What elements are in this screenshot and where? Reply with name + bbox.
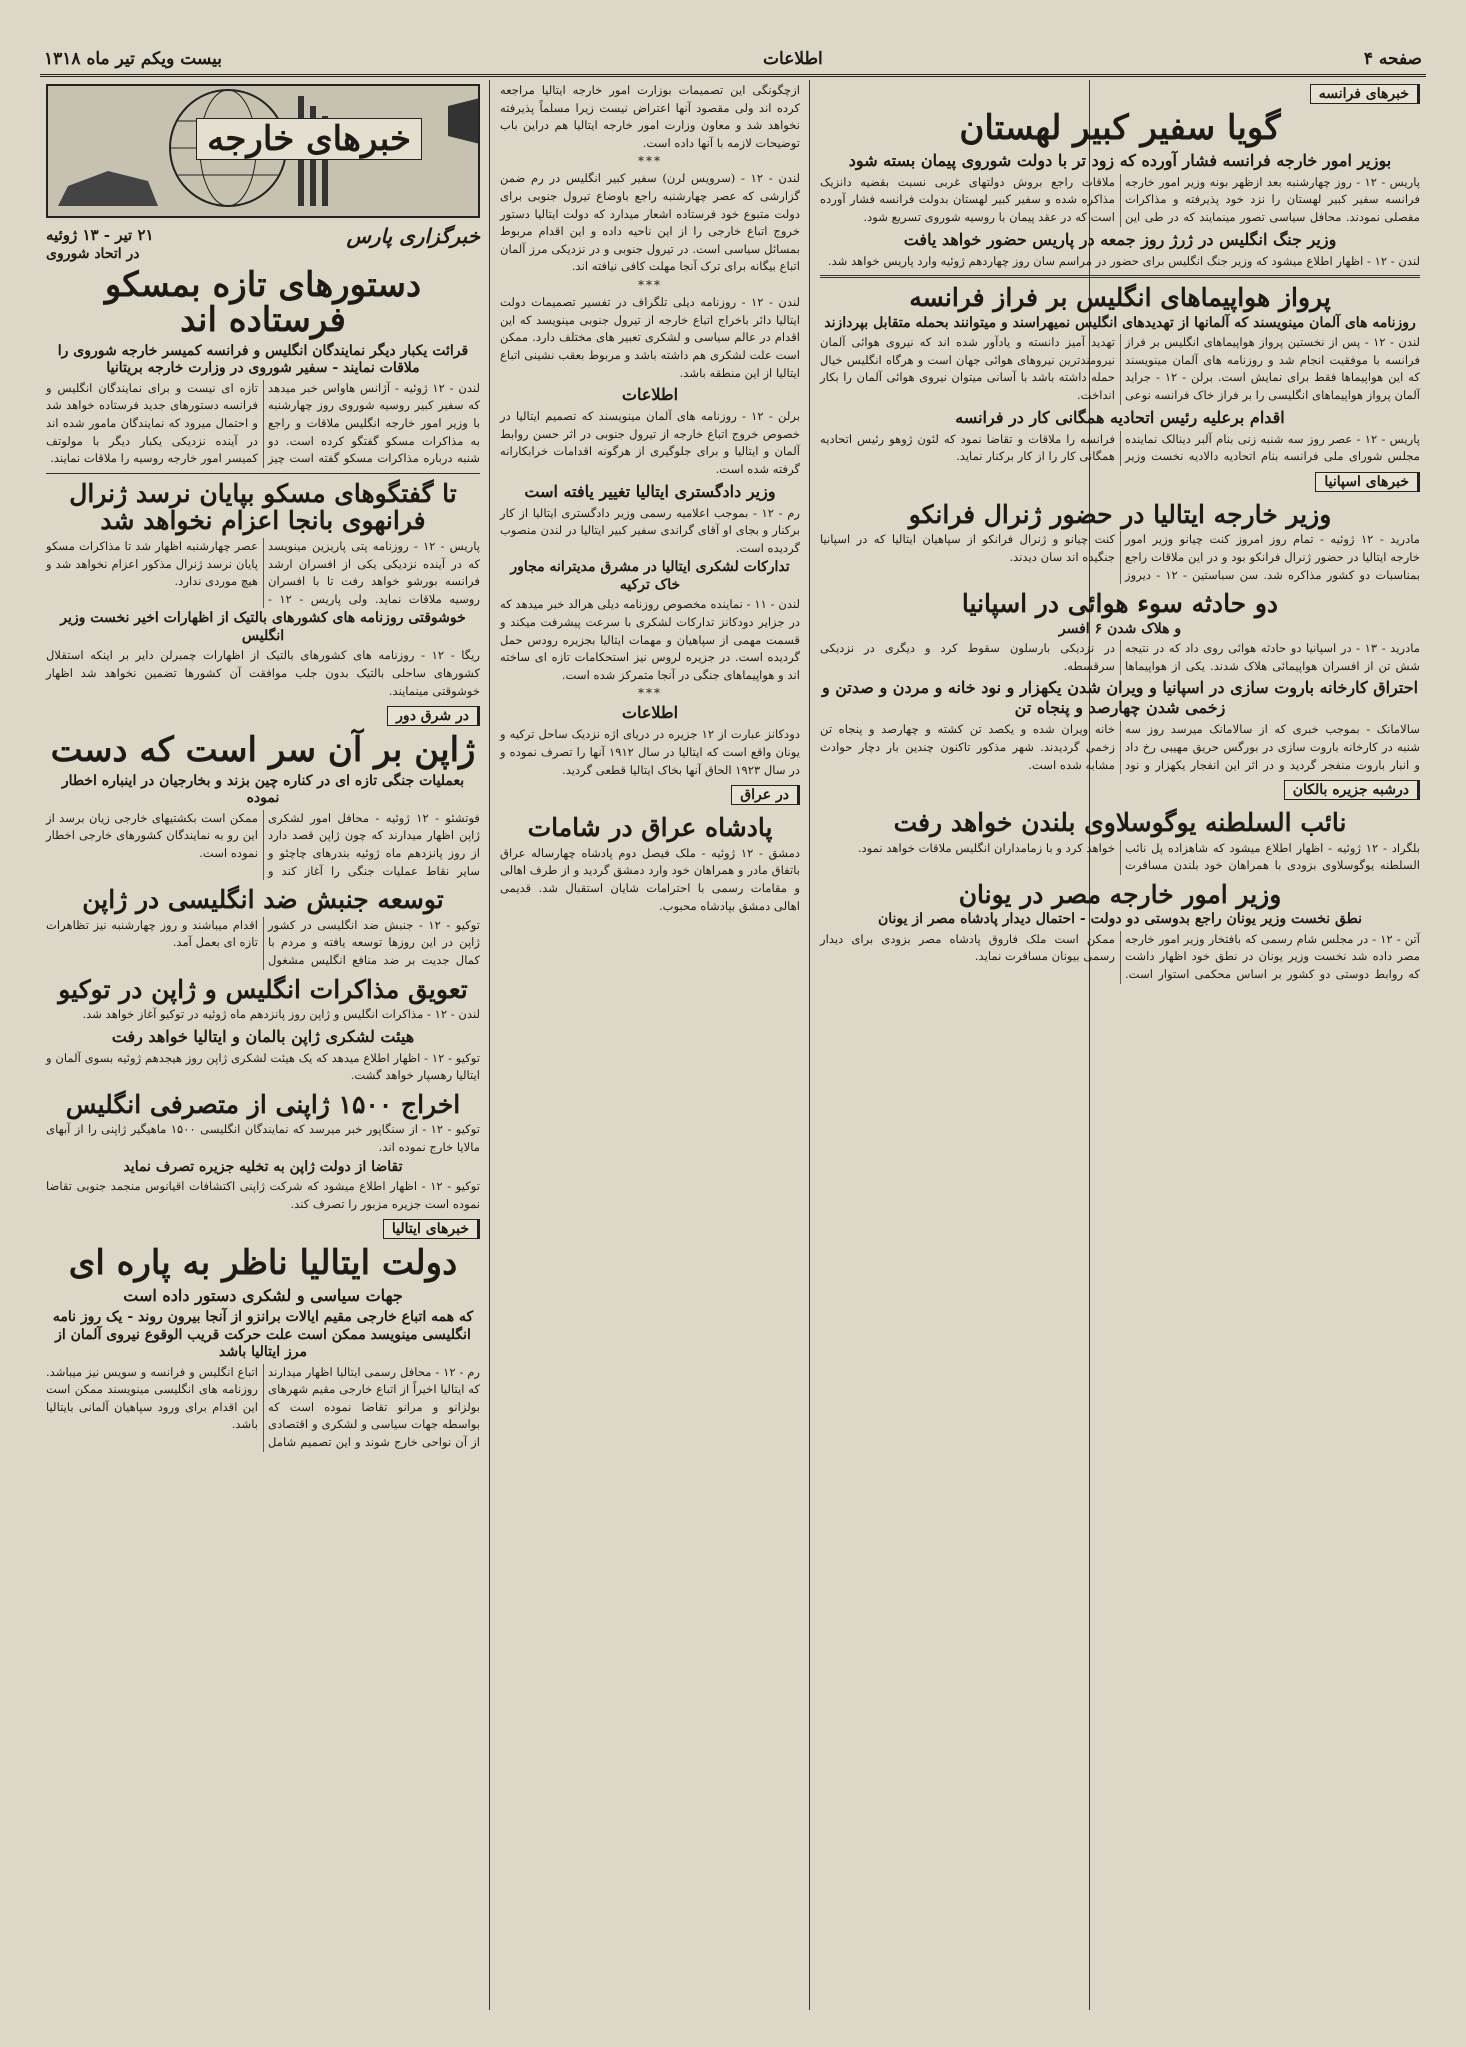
section-label: در شرق دور — [387, 706, 480, 726]
headline-moscow: دستورهای تازه بمسکو فرستاده اند — [104, 264, 422, 341]
article-tyrol: لندن - ۱۲ - (سرویس لرن) سفیر کبیر انگلیس در رم ضمن گزارشی که عصر چهارشنبه راجع باوضاع تیرول جنوبی برای دولت متبوع خود فرستاده اشعار میدارد که دولت ایتالیا دستور خروج اتباع خارجی را از این ناحیه داده و این اقدام مربوط بمسائل سیاسی است. در تیرول جنوبی و در نزدیکی مرز آلمان اتباع بیگانه برای ترک آنجا مهلت کافی نیافته اند. — [500, 171, 801, 274]
subhead-accident: و هلاک شدن ۶ افسر — [1058, 620, 1182, 637]
headline-accident: دو حادثه سوء هوائی در اسپانیا — [961, 589, 1279, 619]
article-antibritish: توکیو - ۱۲ - جنبش ضد انگلیسی در کشور ژاپن در این روزها توسعه یافته و مردم با کمال جدیت بر ضد منافع انگلیس مشغول اقدام میباشند و روز چهارشنبه نیز تظاهرات تازه ای بعمل آمد. — [46, 917, 480, 968]
article-poland: پاریس - ۱۲ - روز چهارشنبه بعد ازظهر بونه وزیر امور خارجه فرانسه سفیر کبیر لهستان را نزد خود پذیرفته و مذاکرات مفصلی نمودند. محافل سیاسی تصور مینمایند که در طی این ملاقات راجع بروش دولتهای غربی نسبت بقضیه دانزیک مذاکره شده و سفیر کبیر لهستان بدولت فرانسه فشار آورده است که در عقد پیمان با روسیه شوروی تسریع شود. — [820, 174, 1420, 224]
article-regent: بلگراد - ۱۲ ژوئیه - اظهار اطلاع میشود که شاهزاده پل نائب السلطنه یوگوسلاوی بزودی با همراهان خود بلندن مسافرت خواهد کرد و با زمامداران انگلیس ملاقات خواهد نمود. — [857, 840, 1420, 873]
separator: *** — [638, 278, 662, 293]
section-label: خبرهای فرانسه — [1310, 84, 1420, 104]
article-flight: لندن - ۱۲ - پس از نخستین پرواز هواپیماهای انگلیس بر فراز فرانسه با موفقیت انجام شد و روزنامه های آلمان مینویسند که این هواپیماها فقط برای نمایش است. برلن - ۱۲ - جراید آلمان پرواز هواپیماهای انگلیسی را بر فراز خاک فرانسه نوعی تهدید آمیز دانسته و یادآور شده اند که نیروی هوائی آلمان نیرومندترین نیروهای هوائی جهان است و هرگاه انگلیس خیال حمله داشته باشد با آسانی میتوان نیروی هوائی آلمان را بکار انداخت. — [820, 335, 1420, 402]
article-expel: توکیو - ۱۲ - از سنگاپور خبر میرسد که نمایندگان انگلیسی ۱۵۰۰ ماهیگیر ژاپنی را از آبهای مالایا خارج نموده اند. — [46, 1122, 481, 1155]
banner-title: خبرهای خارجه — [196, 118, 422, 160]
article-italy: رم - ۱۲ - محافل رسمی ایتالیا اظهار میدارند که ایتالیا اخیراً از اتباع خارجی مقیم شهرهای بولزانو و مرانو تقاضا نموده است که بواسطه جهات سیاسی و لشکری و اقتصادی از آن نواحی خارج شوند و این تصمیم شامل اتباع انگلیس و فرانسه و سویس نیز میباشد. روزنامه های انگلیسی مینویسند ممکن است این اقدام برای ورود سپاهیان آلمانی بایتالیا باشد. — [46, 1364, 480, 1450]
section-label: خبرهای اسپانیا — [1315, 472, 1420, 492]
article-dodecanese: لندن - ۱۱ - نماینده مخصوص روزنامه دیلی هرالد خبر میدهد که در جزایر دودکانز تدارکات لشکری با سرعت پیشرفت میکند و قسمت مهمی از سپاهیان و مهمات ایتالیا بجزیره رودس حمل گردیده است. در جزیره لروس نیز استحکامات تازه ای ساخته اند و هواپیماهای جنگی در آنجا متمرکز شده است. — [500, 597, 801, 682]
section-label: اطلاعات — [621, 703, 679, 723]
article-franco: مادرید - ۱۲ ژوئیه - تمام روز امروز کنت چیانو وزیر امور خارجه ایتالیا در حضور ژنرال فرانکو بود و در این ملاقات راجع بمناسبات دو کشور مذاکره شد. سن سباستین - ۱۲ - دیروز کنت چیانو و ژنرال فرانکو از سپاهیان ایتالیا که در اسپانیا جنگیده اند سان دیدند. — [820, 532, 1421, 582]
headline-lebrun: اقدام برعلیه رئیس اتحادیه همگانی کار در فرانسه — [955, 407, 1285, 427]
headline-regent: نائب السلطنه یوگوسلاوی بلندن خواهد رفت — [893, 808, 1347, 838]
article-weygand: پاریس - ۱۲ - روزنامه پتی پاریزین مینویسد که در آینده نزدیکی یکی از افسران ارشد فرانسه بورشو خواهد رفت تا با افسران روسیه ملاقات نماید. ولی پاریس - ۱۲ - عصر چهارشنبه اظهار شد تا مذاکرات مسکو پایان نرسد ژنرال مذکور اعزام نخواهد شد و هیچ موردی ندارد. — [46, 538, 480, 606]
dateline: ۲۱ تیر - ۱۳ ژوئیه — [46, 226, 154, 244]
headline-island: تقاضا از دولت ژاپن به تخلیه جزیره تصرف نماید — [123, 1158, 403, 1175]
issue-date: بیست ویکم تیر ماه ۱۳۱۸ — [44, 49, 223, 69]
column-europe — [814, 80, 1426, 2010]
column-divider — [489, 80, 490, 2010]
headline-poland: گویا سفیر کبیر لهستان — [959, 108, 1281, 148]
article-mission: توکیو - ۱۲ - اظهار اطلاع میدهد که یک هیئت لشکری ژاپن روز هیجدهم ژوئیه بسوی آلمان و ایتالیا رهسپار خواهد گشت. — [46, 1050, 480, 1083]
newspaper-name: اطلاعات — [763, 49, 823, 69]
article-egypt: آتن - ۱۲ - در مجلس شام رسمی که بافتخار وزیر امور خارجه مصر داده شد نخست وزیر یونان در نطق خود اظهار داشت که روابط دوستی دو کشور بر اساس محکمی استوار است. ممکن است ملک فاروق پادشاه مصر بزودی برای دیدار رسمی بیونان مسافرت نماید. — [820, 931, 1421, 982]
section-label: در عراق — [731, 785, 800, 805]
article-justice: رم - ۱۲ - بموجب اعلامیه رسمی وزیر دادگستری ایتالیا از کار برکنار و بجای او آقای گراندی سفیر کبیر ایتالیا در لندن منصوب گردیده است. — [500, 505, 800, 555]
headline-mission: هیئت لشکری ژاپن بالمان و ایتالیا خواهد رفت — [111, 1026, 415, 1046]
headline-tokyo-talks: تعویق مذاکرات انگلیس و ژاپن در توکیو — [58, 974, 468, 1004]
separator: *** — [638, 686, 662, 701]
section-banner — [46, 84, 480, 218]
subhead-italy-2: که همه اتباع خارجی مقیم ایالات برانزو از آنجا بیرون روند - یک روز نامه انگلیسی مینویسد ممکن است علت حرکت قریب الوقوع نیروی آلمان از مرز ایتالیا باشد — [52, 1309, 474, 1361]
headline-italy: دولت ایتالیا ناظر به پاره ای — [68, 1243, 458, 1284]
column-divider — [809, 80, 810, 2010]
article-telegraph: لندن - ۱۲ - روزنامه دیلی تلگراف در تفسیر تصمیمات دولت ایتالیا دائر باخراج اتباع خارجه از تیرول جنوبی مینویسد که این اقدام در عالم سیاسی و لشکری تعبیر های مختلف دارد. ممکن است علت لشکری هم داشته باشد و مربوط بعقب نشینی اتباع ایتالیا از این منطقه باشد. — [500, 295, 801, 380]
section-label: خبرهای ایتالیا — [383, 1219, 480, 1239]
subhead-poland: بوزیر امور خارجه فرانسه فشار آورده که زود تر با دولت شوروی پیمان بسته شود — [848, 150, 1392, 170]
section-label: درشبه جزیره بالکان — [1284, 780, 1420, 800]
headline-explosion: احتراق کارخانه باروت سازی در اسپانیا و ویران شدن یکهزار و نود خانه و مردن و صدتن و زخمی شدن چهارصد و پنجاه تن — [821, 678, 1419, 718]
divider — [46, 473, 480, 474]
article-explosion: سالامانک - بموجب خبری که از سالامانک میرسد روز سه شنبه در کارخانه باروت سازی در بورگس حریق مهیبی رخ داد و انبار باروت منفجر گردید و در اثر این انفجار یکهزار و نود خانه ویران شده و یکصد تن کشته و چهارصد و پنجاه تن زخمی گردیدند. شهر مذکور تاکنون چندین بار دچار حوادث مشابه شده است. — [820, 722, 1420, 772]
subhead-egypt: نطق نخست وزیر یونان راجع بدوستی دو دولت - احتمال دیدار پادشاه مصر از یونان — [877, 911, 1363, 928]
section-label: اطلاعات — [621, 385, 679, 405]
headline-egypt: وزیر امور خارجه مصر در یونان — [958, 879, 1282, 909]
agency-name: خبرگزاری پارس — [346, 224, 480, 248]
subhead-italy: جهات سیاسی و لشکری دستور داده است — [123, 1286, 403, 1306]
column-international — [40, 80, 486, 2010]
page-header — [40, 44, 1426, 77]
divider — [820, 275, 1420, 278]
article-iraq: دمشق - ۱۲ ژوئیه - ملک فیصل دوم پادشاه چهارساله عراق باتفاق مادر و همراهان خود وارد دمشق گردید و از طرف اهالی و مقامات رسمی با احترامات شایان استقبال شد. قدیمی اهالی دمشق بپادشاه محبوب. — [500, 845, 800, 913]
column-italy-continued — [494, 80, 806, 2010]
article-island: توکیو - ۱۲ - اظهار اطلاع میشود که شرکت ژاپنی اکتشافات اقیانوس منجمد جنوبی تقاضا نموده است جزیره مزبور را تصرف کند. — [46, 1179, 480, 1211]
headline-franco: وزیر خارجه ایتالیا در حضور ژنرال فرانکو — [908, 499, 1332, 529]
article-accident: مادرید - ۱۳ - در اسپانیا دو حادثه هوائی روی داد که در نتیجه شش تن از افسران هواپیمائی هلاک شدند. یکی از هواپیماها در نزدیکی بارسلون سقوط کرد و دیگری در نزدیکی سرقسطه. — [820, 641, 1420, 673]
headline-justice: وزیر دادگستری ایتالیا تغییر یافته است — [524, 481, 776, 501]
headline-dodecanese: تدارکات لشکری ایتالیا در مشرق مدیترانه مجاور خاک ترکیه — [510, 559, 790, 593]
subhead-flight: روزنامه های آلمان مینویسند که آلمانها از تهدیدهای انگلیس نمیهراسند و میتوانند بحمله متقابل بپردازند — [824, 314, 1416, 331]
headline-japan: ژاپن بر آن سر است که دست — [50, 730, 476, 771]
article-baltic: ریگا - ۱۲ - روزنامه های کشورهای بالتیک از اظهارات چمبرلن دایر بر اینکه استقلال کشورهای ساحلی بالتیک بدون جلب موافقت آن کشورها تضمین نخواهد شد اظهار خوشوقتی مینمایند. — [46, 648, 480, 698]
headline-iraq: پادشاه عراق در شامات — [527, 813, 773, 843]
separator: *** — [638, 154, 662, 169]
article-lebrun: پاریس - ۱۲ - عصر روز سه شنبه زنی بنام آلبر دینالک نماینده مجلس شورای ملی فرانسه بنام اتحادیه دالادیه نخست وزیر فرانسه را ملاقات و تقاضا نمود که لئون ژوهو رئیس اتحادیه همگانی کار را از کار برکنار نماید. — [820, 431, 1420, 464]
article-moscow: لندن - ۱۲ ژوئیه - آژانس هاواس خبر میدهد که سفیر کبیر روسیه شوروی روز چهارشنبه با وزیر امور خارجه انگلیس ملاقات و راجع به مذاکرات مسکو گفتگو کرده است. دو شنبه درباره مذاکرات مسکو گفته است چیز تازه ای نیست و برای نمایندگان انگلیس و فرانسه دستورهای جدید فرستاده خواهد شد و احتمال میرود که نمایندگان مامور شده اند در آینده نزدیکی یکبار دیگر با مولوتف کمیسر امور خارجه روسیه را ملاقات نمایند. — [46, 380, 480, 466]
article-ittilaat: برلن - ۱۲ - روزنامه های آلمان مینویسند که تصمیم ایتالیا در خصوص خروج اتباع خارجه از تیرول جنوبی در اثر حسن روابط آلمان و ایتالیا و برای جلوگیری از هرگونه اقدامات خرابکارانه گرفته شده است. — [500, 409, 800, 476]
article-italy-cont: ازچگونگی این تصمیمات بوزارت امور خارجه ایتالیا مراجعه کرده اند ولی مقصود آنها اعتراض نیست زیرا مسلماً پذیرفته نخواهد شد و معاون وزارت امور خارجه ایتالیا هم دراین باب توضیحات لازمه با آنها داده است. — [500, 83, 800, 150]
headline-antibritish: توسعه جنبش ضد انگلیسی در ژاپن — [82, 885, 444, 915]
headline-expel: اخراج ۱۵۰۰ ژاپنی از متصرفی انگلیس — [65, 1089, 461, 1119]
page-number: صفحه ۴ — [1363, 49, 1422, 69]
subhead-japan: بعملیات جنگی تازه ای در کناره چین بزند و بخارجیان در اینباره اخطار نموده — [61, 772, 465, 807]
article-minister: لندن - ۱۲ - اظهار اطلاع میشود که وزیر جنگ انگلیس برای حضور در مراسم سان روز چهاردهم ژوئیه وارد پاریس خواهد شد. — [827, 253, 1420, 268]
article-japan: فوتشئو - ۱۲ ژوئیه - محافل امور لشکری ژاپن اظهار میدارند که چون ژاپن قصد دارد از روز پانزدهم ماه ژوئیه بندرهای چاچئو و سایر نقاط عملیات جنگی را آغاز کند و ممکن است بکشتیهای خارجی زیان برسد از این رو به نمایندگان کشورهای خارجی اخطار نموده است. — [46, 810, 480, 878]
headline-weygand: تا گفتگوهای مسکو بپایان نرسد ژنرال فرانهوی بانجا اعزام نخواهد شد — [69, 478, 457, 536]
headline-flight: پرواز هواپیماهای انگلیس بر فراز فرانسه — [909, 283, 1331, 313]
article-ittilaat-2: دودکانز عبارت از ۱۲ جزیره در دریای اژه نزدیک ساحل ترکیه و یونان واقع است که ایتالیا در سال ۱۹۱۲ آنها را تصرف نموده و در سال ۱۹۲۳ الحاق آنها بخاک ایتالیا قطعی گردید. — [500, 727, 800, 777]
headline-minister: وزیر جنگ انگلیس در ژرژ روز جمعه در پاریس حضور خواهد یافت — [903, 229, 1337, 249]
section-label: در اتحاد شوروی — [46, 246, 140, 262]
headline-baltic: خوشوقتی روزنامه های کشورهای بالتیک از اظهارات اخیر نخست وزیر انگلیس — [60, 610, 466, 644]
article-tokyo-talks: لندن - ۱۲ - مذاکرات انگلیس و ژاپن روز پانزدهم ماه ژوئیه در توکیو آغاز خواهد شد. — [82, 1007, 480, 1022]
subhead-moscow: قرائت یکبار دیگر نمایندگان انگلیس و فرانسه کمیسر خارجه شوروی را ملاقات نمایند - سفیر شوروی در وزارت خارجه بریتانیا — [57, 342, 469, 377]
